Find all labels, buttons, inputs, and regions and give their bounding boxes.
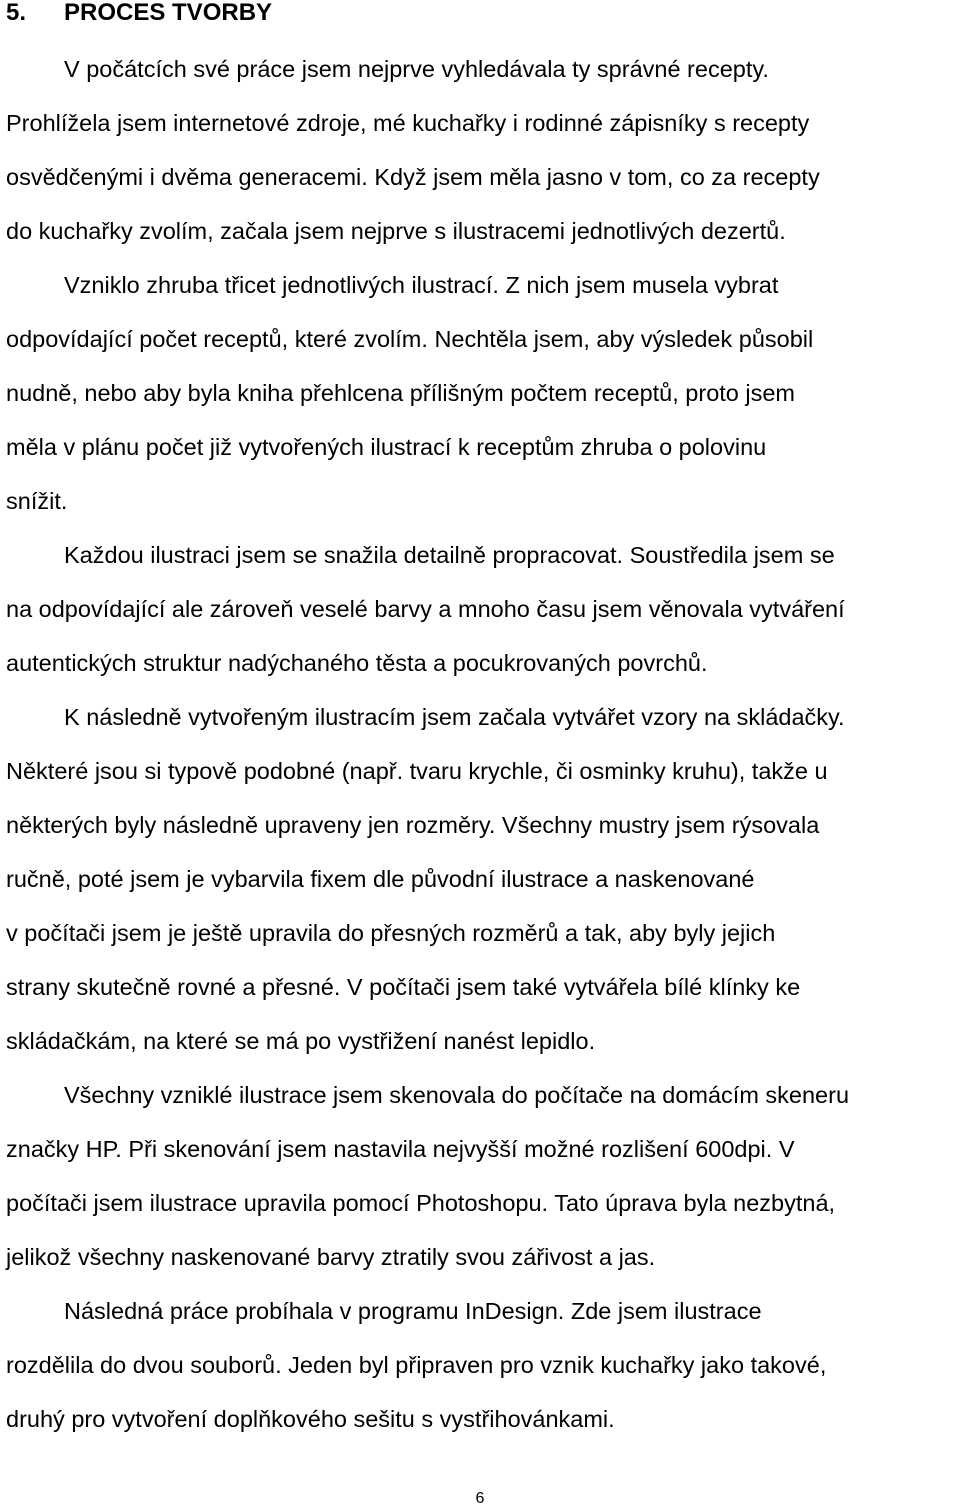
section-heading: [6, 0, 272, 26]
text-line: K následně vytvořeným ilustracím jsem začala vytvářet vzory na skládačky.: [64, 704, 845, 730]
text-line: jelikož všechny naskenované barvy ztratily svou zářivost a jas.: [6, 1244, 656, 1270]
text-line: značky HP. Při skenování jsem nastavila nejvyšší možné rozlišení 600dpi. V: [6, 1136, 795, 1162]
text-line: osvědčenými i dvěma generacemi. Když jsem měla jasno v tom, co za recepty: [6, 164, 820, 190]
text-line: skládačkám, na které se má po vystřižení nanést lepidlo.: [6, 1028, 596, 1054]
text-line: Prohlížela jsem internetové zdroje, mé kuchařky i rodinné zápisníky s recepty: [6, 110, 810, 136]
text-line: do kuchařky zvolím, začala jsem nejprve s ilustracemi jednotlivých dezertů.: [6, 218, 786, 244]
text-line: počítači jsem ilustrace upravila pomocí Photoshopu. Tato úprava byla nezbytná,: [6, 1190, 836, 1216]
text-line: na odpovídající ale zároveň veselé barvy a mnoho času jsem věnovala vytváření: [6, 596, 845, 622]
text-line: strany skutečně rovné a přesné. V počítači jsem také vytvářela bílé klínky ke: [6, 974, 801, 1000]
section-number: 5.: [6, 0, 27, 26]
text-line: Všechny vzniklé ilustrace jsem skenovala do počítače na domácím skeneru: [64, 1082, 850, 1108]
text-line: autentických struktur nadýchaného těsta a pocukrovaných povrchů.: [6, 650, 708, 676]
text-line: nudně, nebo aby byla kniha přehlcena přílišným počtem receptů, proto jsem: [6, 380, 796, 406]
text-line: V počátcích své práce jsem nejprve vyhledávala ty správné recepty.: [64, 56, 769, 82]
text-line: Následná práce probíhala v programu InDesign. Zde jsem ilustrace: [64, 1298, 762, 1324]
text-line: Vzniklo zhruba třicet jednotlivých ilustrací. Z nich jsem musela vybrat: [64, 272, 779, 298]
text-line: odpovídající počet receptů, které zvolím. Nechtěla jsem, aby výsledek působil: [6, 326, 814, 352]
text-line: Každou ilustraci jsem se snažila detailně propracovat. Soustředila jsem se: [64, 542, 835, 568]
text-line: měla v plánu počet již vytvořených ilustrací k receptům zhruba o polovinu: [6, 434, 767, 460]
text-line: rozdělila do dvou souborů. Jeden byl připraven pro vznik kuchařky jako takové,: [6, 1352, 827, 1378]
page-number: 6: [475, 1490, 485, 1507]
text-line: Některé jsou si typově podobné (např. tvaru krychle, či osminky kruhu), takže u: [6, 758, 828, 784]
text-line: ručně, poté jsem je vybarvila fixem dle původní ilustrace a naskenované: [6, 866, 755, 892]
section-title: PROCES TVORBY: [64, 0, 273, 26]
text-line: některých byly následně upraveny jen rozměry. Všechny mustry jsem rýsovala: [6, 812, 820, 838]
text-line: druhý pro vytvoření doplňkového sešitu s vystřihovánkami.: [6, 1406, 615, 1432]
text-line: v počítači jsem je ještě upravila do přesných rozměrů a tak, aby byly jejich: [6, 920, 776, 946]
text-line: snížit.: [6, 488, 68, 514]
